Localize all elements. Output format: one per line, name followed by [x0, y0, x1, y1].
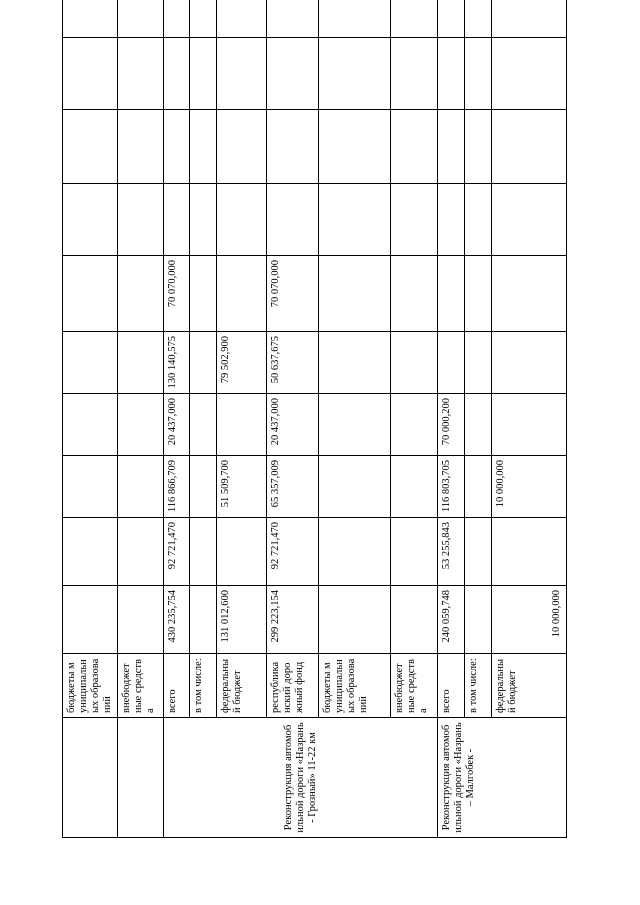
value-cell: 130 140,575 — [164, 332, 190, 394]
value-cell — [391, 110, 438, 184]
value-cell — [492, 38, 567, 110]
value-cell — [391, 0, 438, 38]
value-cell — [465, 0, 492, 38]
table-row — [63, 0, 118, 838]
project-name-cell: Реконструкция автомобильной дороги «Назрань – Малгобек - — [438, 718, 567, 838]
value-cell — [465, 394, 492, 456]
value-cell — [465, 256, 492, 332]
value-cell: 50 637,675 — [267, 332, 319, 394]
value-cell — [319, 110, 391, 184]
value-cell — [118, 586, 164, 654]
table-row — [465, 0, 492, 838]
value-cell — [465, 38, 492, 110]
value-cell — [217, 518, 267, 586]
value-cell — [190, 0, 217, 38]
value-cell — [164, 38, 190, 110]
value-cell — [217, 394, 267, 456]
value-cell — [190, 394, 217, 456]
value-cell — [391, 456, 438, 518]
value-cell: 51 509,700 — [217, 456, 267, 518]
value-cell — [391, 586, 438, 654]
value-cell — [492, 256, 567, 332]
table-row — [319, 0, 391, 838]
value-cell — [438, 184, 465, 256]
value-cell — [63, 184, 118, 256]
value-cell — [492, 518, 567, 586]
value-cell — [190, 586, 217, 654]
value-cell: 430 235,754 — [164, 586, 190, 654]
value-cell — [118, 184, 164, 256]
value-cell — [391, 256, 438, 332]
value-cell — [164, 110, 190, 184]
funding-source-cell: федеральный бюджет — [217, 654, 267, 718]
value-cell — [164, 0, 190, 38]
funding-source-cell: бюджеты муниципальных образований — [319, 654, 391, 718]
value-cell — [63, 110, 118, 184]
value-cell — [465, 110, 492, 184]
funding-source-cell: республиканский дорожный фонд — [267, 654, 319, 718]
rotated-table-container — [62, 30, 562, 838]
value-cell — [492, 0, 567, 38]
funding-source-cell: внебюджетные средства — [391, 654, 438, 718]
funding-source-cell: в том числе: — [190, 654, 217, 718]
value-cell: 131 012,600 — [217, 586, 267, 654]
value-cell — [63, 332, 118, 394]
value-cell — [190, 110, 217, 184]
value-cell — [319, 332, 391, 394]
value-cell — [190, 332, 217, 394]
value-cell — [63, 456, 118, 518]
value-cell: 20 437,000 — [164, 394, 190, 456]
value-cell — [118, 256, 164, 332]
value-cell — [267, 184, 319, 256]
funding-source-cell: всего — [164, 654, 190, 718]
value-cell: 10 000,000 — [492, 456, 567, 518]
value-cell — [63, 0, 118, 38]
value-cell: 10 000,000 — [492, 586, 567, 654]
table-row — [190, 0, 217, 838]
value-cell — [391, 184, 438, 256]
funding-source-cell: бюджеты муниципальных образований — [63, 654, 118, 718]
value-cell — [465, 586, 492, 654]
value-cell — [319, 184, 391, 256]
value-cell — [118, 456, 164, 518]
row-name-cell — [63, 718, 118, 838]
value-cell — [267, 38, 319, 110]
value-cell: 65 357,009 — [267, 456, 319, 518]
value-cell — [391, 332, 438, 394]
value-cell — [492, 184, 567, 256]
value-cell: 53 255,843 — [438, 518, 465, 586]
value-cell: 70 070,000 — [164, 256, 190, 332]
value-cell — [63, 586, 118, 654]
value-cell — [492, 394, 567, 456]
value-cell — [118, 38, 164, 110]
value-cell: 116 866,709 — [164, 456, 190, 518]
value-cell — [164, 184, 190, 256]
value-cell — [438, 256, 465, 332]
value-cell — [391, 38, 438, 110]
table-row — [164, 0, 190, 838]
value-cell — [391, 518, 438, 586]
funding-source-cell: внебюджетные средства — [118, 654, 164, 718]
table-row — [267, 0, 319, 838]
value-cell — [63, 394, 118, 456]
value-cell — [63, 38, 118, 110]
table-row — [492, 0, 567, 838]
table-row — [217, 0, 267, 838]
value-cell — [465, 332, 492, 394]
value-cell — [319, 586, 391, 654]
row-name-cell — [118, 718, 164, 838]
table-row — [391, 0, 438, 838]
value-cell — [63, 518, 118, 586]
value-cell — [118, 518, 164, 586]
value-cell — [63, 256, 118, 332]
value-cell — [465, 456, 492, 518]
value-cell: 70 070,000 — [267, 256, 319, 332]
value-cell — [118, 0, 164, 38]
value-cell — [465, 184, 492, 256]
value-cell — [319, 518, 391, 586]
value-cell — [492, 332, 567, 394]
value-cell — [319, 0, 391, 38]
value-cell — [319, 38, 391, 110]
value-cell — [319, 256, 391, 332]
funding-source-cell: федеральный бюджет — [492, 654, 567, 718]
value-cell — [217, 110, 267, 184]
value-cell: 70 000,200 — [438, 394, 465, 456]
value-cell — [438, 332, 465, 394]
value-cell — [319, 394, 391, 456]
value-cell — [438, 38, 465, 110]
value-cell — [190, 456, 217, 518]
value-cell — [190, 256, 217, 332]
value-cell: 92 721,470 — [267, 518, 319, 586]
value-cell — [118, 394, 164, 456]
value-cell — [190, 184, 217, 256]
value-cell: 116 803,705 — [438, 456, 465, 518]
table-row — [118, 0, 164, 838]
value-cell — [217, 0, 267, 38]
value-cell — [267, 110, 319, 184]
value-cell — [217, 256, 267, 332]
value-cell — [190, 518, 217, 586]
value-cell — [267, 0, 319, 38]
value-cell: 299 223,154 — [267, 586, 319, 654]
funding-source-cell: в том числе: — [465, 654, 492, 718]
financing-table — [62, 0, 567, 838]
value-cell: 240 059,748 — [438, 586, 465, 654]
table-row — [438, 0, 465, 838]
value-cell — [217, 184, 267, 256]
value-cell — [438, 110, 465, 184]
value-cell — [492, 110, 567, 184]
value-cell — [438, 0, 465, 38]
value-cell — [217, 38, 267, 110]
project-name-cell: Реконструкция автомобильной дороги «Назрань - Грозный» 11-22 км — [164, 718, 438, 838]
value-cell: 92 721,470 — [164, 518, 190, 586]
value-cell: 79 502,900 — [217, 332, 267, 394]
value-cell — [118, 332, 164, 394]
value-cell — [118, 110, 164, 184]
funding-source-cell: всего — [438, 654, 465, 718]
value-cell — [190, 38, 217, 110]
value-cell: 20 437,000 — [267, 394, 319, 456]
value-cell — [319, 456, 391, 518]
value-cell — [391, 394, 438, 456]
value-cell — [465, 518, 492, 586]
